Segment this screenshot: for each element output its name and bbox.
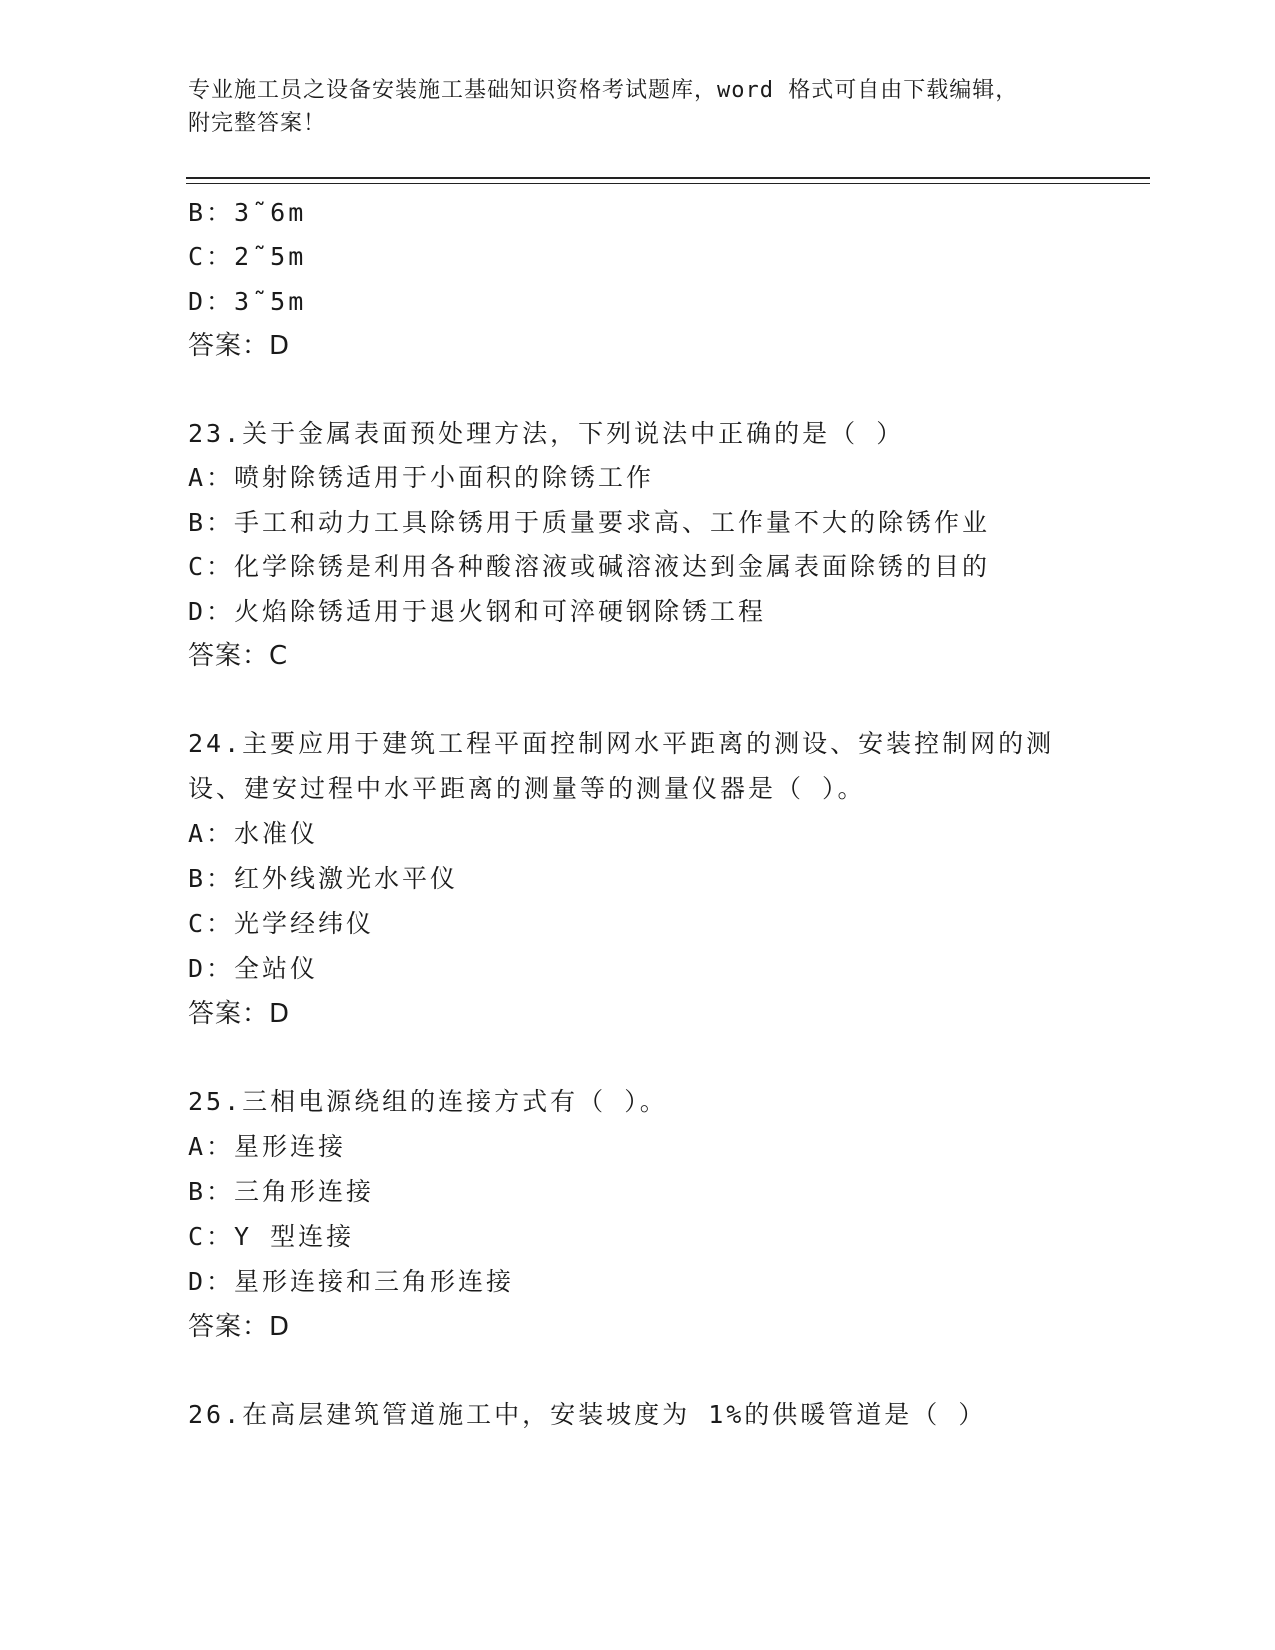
q25-stem: 25.三相电源绕组的连接方式有（ ）。 xyxy=(188,1087,668,1116)
q24-option-c: C：光学经纬仪 xyxy=(188,909,375,938)
header-divider-bottom xyxy=(186,183,1150,184)
q22-option-b: B：3˜6m xyxy=(188,198,307,227)
q23-stem: 23.关于金属表面预处理方法，下列说法中正确的是（ ） xyxy=(188,419,905,448)
q25-answer: 答案：D xyxy=(188,1312,291,1342)
header-line-1: 专业施工员之设备安装施工基础知识资格考试题库，word 格式可自由下载编辑， xyxy=(188,78,1019,103)
q23-option-a: A：喷射除锈适用于小面积的除锈工作 xyxy=(188,463,655,492)
q25-option-d: D：星形连接和三角形连接 xyxy=(188,1267,515,1296)
q24-option-b: B：红外线激光水平仪 xyxy=(188,864,459,893)
q22-option-c: C：2˜5m xyxy=(188,242,307,271)
header-line-2: 附完整答案！ xyxy=(188,111,327,136)
q26-stem: 26.在高层建筑管道施工中，安装坡度为 1%的供暖管道是（ ） xyxy=(188,1400,987,1429)
q22-answer: 答案：D xyxy=(188,331,291,361)
q25-option-a: A：星形连接 xyxy=(188,1132,347,1161)
q24-stem-line-2: 设、建安过程中水平距离的测量等的测量仪器是（ ）。 xyxy=(188,774,866,803)
document-header xyxy=(188,74,1088,140)
q24-stem-line-1: 24.主要应用于建筑工程平面控制网水平距离的测设、安装控制网的测 xyxy=(188,729,1055,758)
header-divider-top xyxy=(186,177,1150,179)
q23-option-d: D：火焰除锈适用于退火钢和可淬硬钢除锈工程 xyxy=(188,597,767,626)
q25-option-b: B：三角形连接 xyxy=(188,1177,375,1206)
q24-answer: 答案：D xyxy=(188,999,291,1029)
q25-option-c: C：Y 型连接 xyxy=(188,1222,355,1251)
q23-option-b: B：手工和动力工具除锈用于质量要求高、工作量不大的除锈作业 xyxy=(188,508,991,537)
q22-option-d: D：3˜5m xyxy=(188,287,307,316)
q24-option-a: A：水准仪 xyxy=(188,819,319,848)
q24-option-d: D：全站仪 xyxy=(188,954,319,983)
q23-option-c: C：化学除锈是利用各种酸溶液或碱溶液达到金属表面除锈的目的 xyxy=(188,552,991,581)
q23-answer: 答案：C xyxy=(188,641,289,671)
